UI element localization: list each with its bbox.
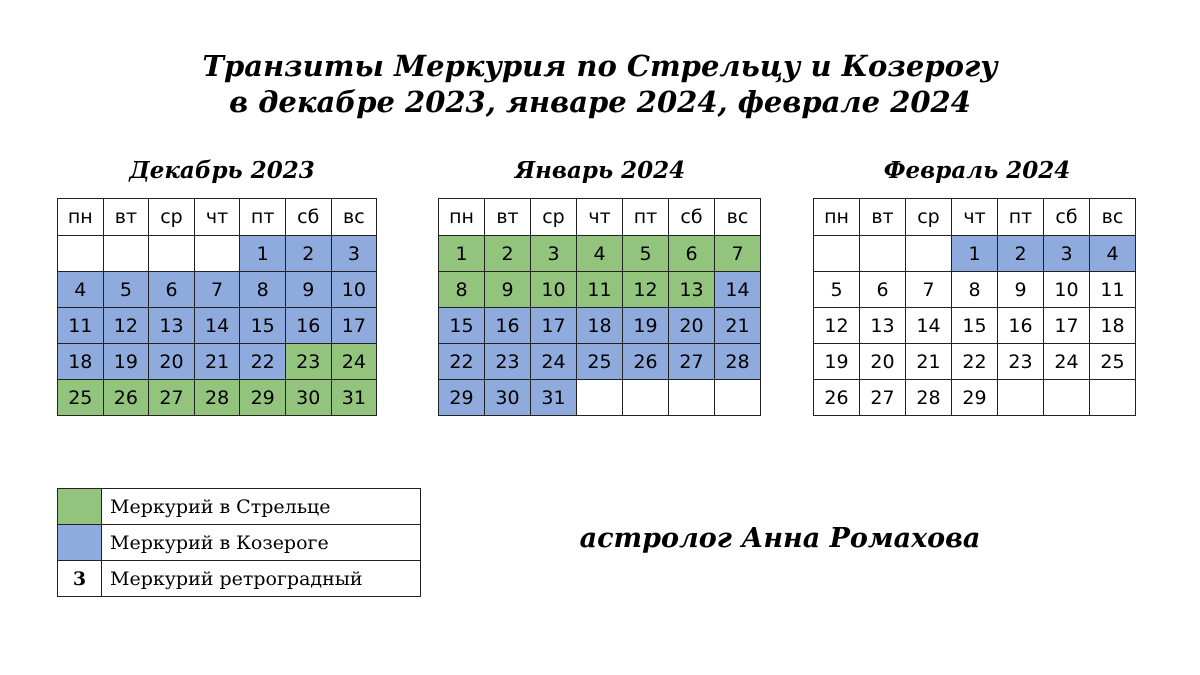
- weekday-label: ср: [149, 199, 195, 236]
- day-cell: 25: [577, 344, 623, 380]
- day-cell: 15: [439, 308, 485, 344]
- day-cell: 2: [485, 236, 531, 272]
- weekday-label: сб: [1044, 199, 1090, 236]
- day-cell: 9: [285, 272, 331, 308]
- weekday-header-row: [814, 199, 1136, 236]
- day-cell: 20: [860, 344, 906, 380]
- day-cell: 28: [906, 380, 952, 416]
- day-cell: 24: [331, 344, 377, 380]
- day-cell: 13: [860, 308, 906, 344]
- day-cell: 10: [1044, 272, 1090, 308]
- empty-cell: [623, 380, 669, 416]
- legend-label: Меркурий в Козероге: [102, 525, 421, 561]
- week-row: [814, 344, 1136, 380]
- day-cell: 7: [194, 272, 240, 308]
- legend: [57, 488, 421, 597]
- day-cell: 11: [58, 308, 104, 344]
- day-cell: 2: [998, 236, 1044, 272]
- weekday-label: ср: [531, 199, 577, 236]
- page-title-line-2: в декабре 2023, январе 2024, феврале 2024: [229, 85, 971, 119]
- day-cell: 19: [623, 308, 669, 344]
- day-cell: 10: [531, 272, 577, 308]
- day-cell: 10: [331, 272, 377, 308]
- day-cell: 1: [439, 236, 485, 272]
- day-cell: 8: [439, 272, 485, 308]
- empty-cell: [194, 236, 240, 272]
- week-row: [814, 380, 1136, 416]
- day-cell: 11: [577, 272, 623, 308]
- day-cell: 4: [58, 272, 104, 308]
- legend-row-retrograde: [58, 561, 421, 597]
- day-cell: 21: [194, 344, 240, 380]
- empty-cell: [58, 236, 104, 272]
- day-cell: 24: [531, 344, 577, 380]
- day-cell: 29: [952, 380, 998, 416]
- day-cell: 20: [669, 308, 715, 344]
- empty-cell: [860, 236, 906, 272]
- empty-cell: [1090, 380, 1136, 416]
- weekday-label: пн: [814, 199, 860, 236]
- day-cell: 3: [331, 236, 377, 272]
- day-cell: 23: [485, 344, 531, 380]
- legend-swatch-bold: 3: [58, 561, 102, 597]
- page-title-line-1: Транзиты Меркурия по Стрельцу и Козерогу: [202, 49, 998, 83]
- day-cell: 27: [149, 380, 195, 416]
- day-cell: 23: [285, 344, 331, 380]
- day-cell: 16: [285, 308, 331, 344]
- day-cell: 14: [194, 308, 240, 344]
- legend-label: Меркурий ретроградный: [102, 561, 421, 597]
- weekday-label: сб: [669, 199, 715, 236]
- weekday-label: вт: [860, 199, 906, 236]
- week-row: [58, 236, 377, 272]
- month-title: Январь 2024: [514, 157, 686, 184]
- weekday-label: чт: [194, 199, 240, 236]
- day-cell: 28: [194, 380, 240, 416]
- weekday-label: чт: [952, 199, 998, 236]
- week-row: [58, 380, 377, 416]
- day-cell: 12: [814, 308, 860, 344]
- legend-label: Меркурий в Стрельце: [102, 489, 421, 525]
- day-cell: 17: [1044, 308, 1090, 344]
- empty-cell: [1044, 380, 1090, 416]
- day-cell: 12: [103, 308, 149, 344]
- day-cell: 8: [952, 272, 998, 308]
- week-row: [439, 380, 761, 416]
- legend-row-capricorn: [58, 525, 421, 561]
- day-cell: 31: [331, 380, 377, 416]
- empty-cell: [906, 236, 952, 272]
- weekday-label: вс: [1090, 199, 1136, 236]
- empty-cell: [103, 236, 149, 272]
- day-cell: 15: [952, 308, 998, 344]
- weekday-label: ср: [906, 199, 952, 236]
- day-cell: 1: [952, 236, 998, 272]
- day-cell: 13: [149, 308, 195, 344]
- day-cell: 26: [814, 380, 860, 416]
- day-cell: 30: [285, 380, 331, 416]
- author-signature: астролог Анна Ромахова: [579, 523, 981, 554]
- week-row: [58, 308, 377, 344]
- weekday-label: пт: [240, 199, 286, 236]
- day-cell: 2: [285, 236, 331, 272]
- day-cell: 27: [669, 344, 715, 380]
- day-cell: 9: [485, 272, 531, 308]
- day-cell: 5: [103, 272, 149, 308]
- week-row: [814, 272, 1136, 308]
- day-cell: 6: [860, 272, 906, 308]
- day-cell: 16: [485, 308, 531, 344]
- weekday-label: пт: [623, 199, 669, 236]
- day-cell: 8: [240, 272, 286, 308]
- weekday-label: чт: [577, 199, 623, 236]
- day-cell: 18: [58, 344, 104, 380]
- day-cell: 22: [240, 344, 286, 380]
- day-cell: 4: [1090, 236, 1136, 272]
- month-title: Февраль 2024: [883, 157, 1071, 184]
- empty-cell: [577, 380, 623, 416]
- empty-cell: [814, 236, 860, 272]
- empty-cell: [998, 380, 1044, 416]
- legend-swatch-blue: [58, 525, 102, 561]
- day-cell: 16: [998, 308, 1044, 344]
- day-cell: 21: [715, 308, 761, 344]
- weekday-label: вт: [485, 199, 531, 236]
- day-cell: 6: [669, 236, 715, 272]
- empty-cell: [669, 380, 715, 416]
- day-cell: 6: [149, 272, 195, 308]
- day-cell: 17: [531, 308, 577, 344]
- day-cell: 25: [58, 380, 104, 416]
- day-cell: 26: [623, 344, 669, 380]
- day-cell: 22: [439, 344, 485, 380]
- week-row: [814, 236, 1136, 272]
- month-calendar: [438, 198, 761, 416]
- weekday-header-row: [58, 199, 377, 236]
- day-cell: 7: [715, 236, 761, 272]
- day-cell: 18: [577, 308, 623, 344]
- week-row: [439, 272, 761, 308]
- day-cell: 19: [814, 344, 860, 380]
- day-cell: 15: [240, 308, 286, 344]
- day-cell: 28: [715, 344, 761, 380]
- day-cell: 13: [669, 272, 715, 308]
- week-row: [439, 308, 761, 344]
- day-cell: 5: [814, 272, 860, 308]
- weekday-label: пн: [58, 199, 104, 236]
- week-row: [58, 272, 377, 308]
- empty-cell: [149, 236, 195, 272]
- month-calendar: [813, 198, 1136, 416]
- month-calendar: [57, 198, 377, 416]
- day-cell: 14: [715, 272, 761, 308]
- weekday-label: пн: [439, 199, 485, 236]
- day-cell: 3: [531, 236, 577, 272]
- week-row: [439, 344, 761, 380]
- empty-cell: [715, 380, 761, 416]
- month-title: Декабрь 2023: [129, 157, 315, 184]
- weekday-header-row: [439, 199, 761, 236]
- legend-swatch-green: [58, 489, 102, 525]
- weekday-label: пт: [998, 199, 1044, 236]
- day-cell: 29: [439, 380, 485, 416]
- day-cell: 24: [1044, 344, 1090, 380]
- day-cell: 5: [623, 236, 669, 272]
- weekday-label: вт: [103, 199, 149, 236]
- day-cell: 7: [906, 272, 952, 308]
- day-cell: 29: [240, 380, 286, 416]
- day-cell: 22: [952, 344, 998, 380]
- week-row: [814, 308, 1136, 344]
- day-cell: 17: [331, 308, 377, 344]
- day-cell: 9: [998, 272, 1044, 308]
- day-cell: 21: [906, 344, 952, 380]
- legend-row-sagittarius: [58, 489, 421, 525]
- weekday-label: вс: [331, 199, 377, 236]
- day-cell: 19: [103, 344, 149, 380]
- week-row: [58, 344, 377, 380]
- week-row: [439, 236, 761, 272]
- weekday-label: сб: [285, 199, 331, 236]
- day-cell: 4: [577, 236, 623, 272]
- day-cell: 1: [240, 236, 286, 272]
- day-cell: 30: [485, 380, 531, 416]
- day-cell: 31: [531, 380, 577, 416]
- day-cell: 23: [998, 344, 1044, 380]
- day-cell: 25: [1090, 344, 1136, 380]
- day-cell: 11: [1090, 272, 1136, 308]
- day-cell: 12: [623, 272, 669, 308]
- day-cell: 3: [1044, 236, 1090, 272]
- day-cell: 26: [103, 380, 149, 416]
- day-cell: 18: [1090, 308, 1136, 344]
- day-cell: 20: [149, 344, 195, 380]
- weekday-label: вс: [715, 199, 761, 236]
- day-cell: 27: [860, 380, 906, 416]
- day-cell: 14: [906, 308, 952, 344]
